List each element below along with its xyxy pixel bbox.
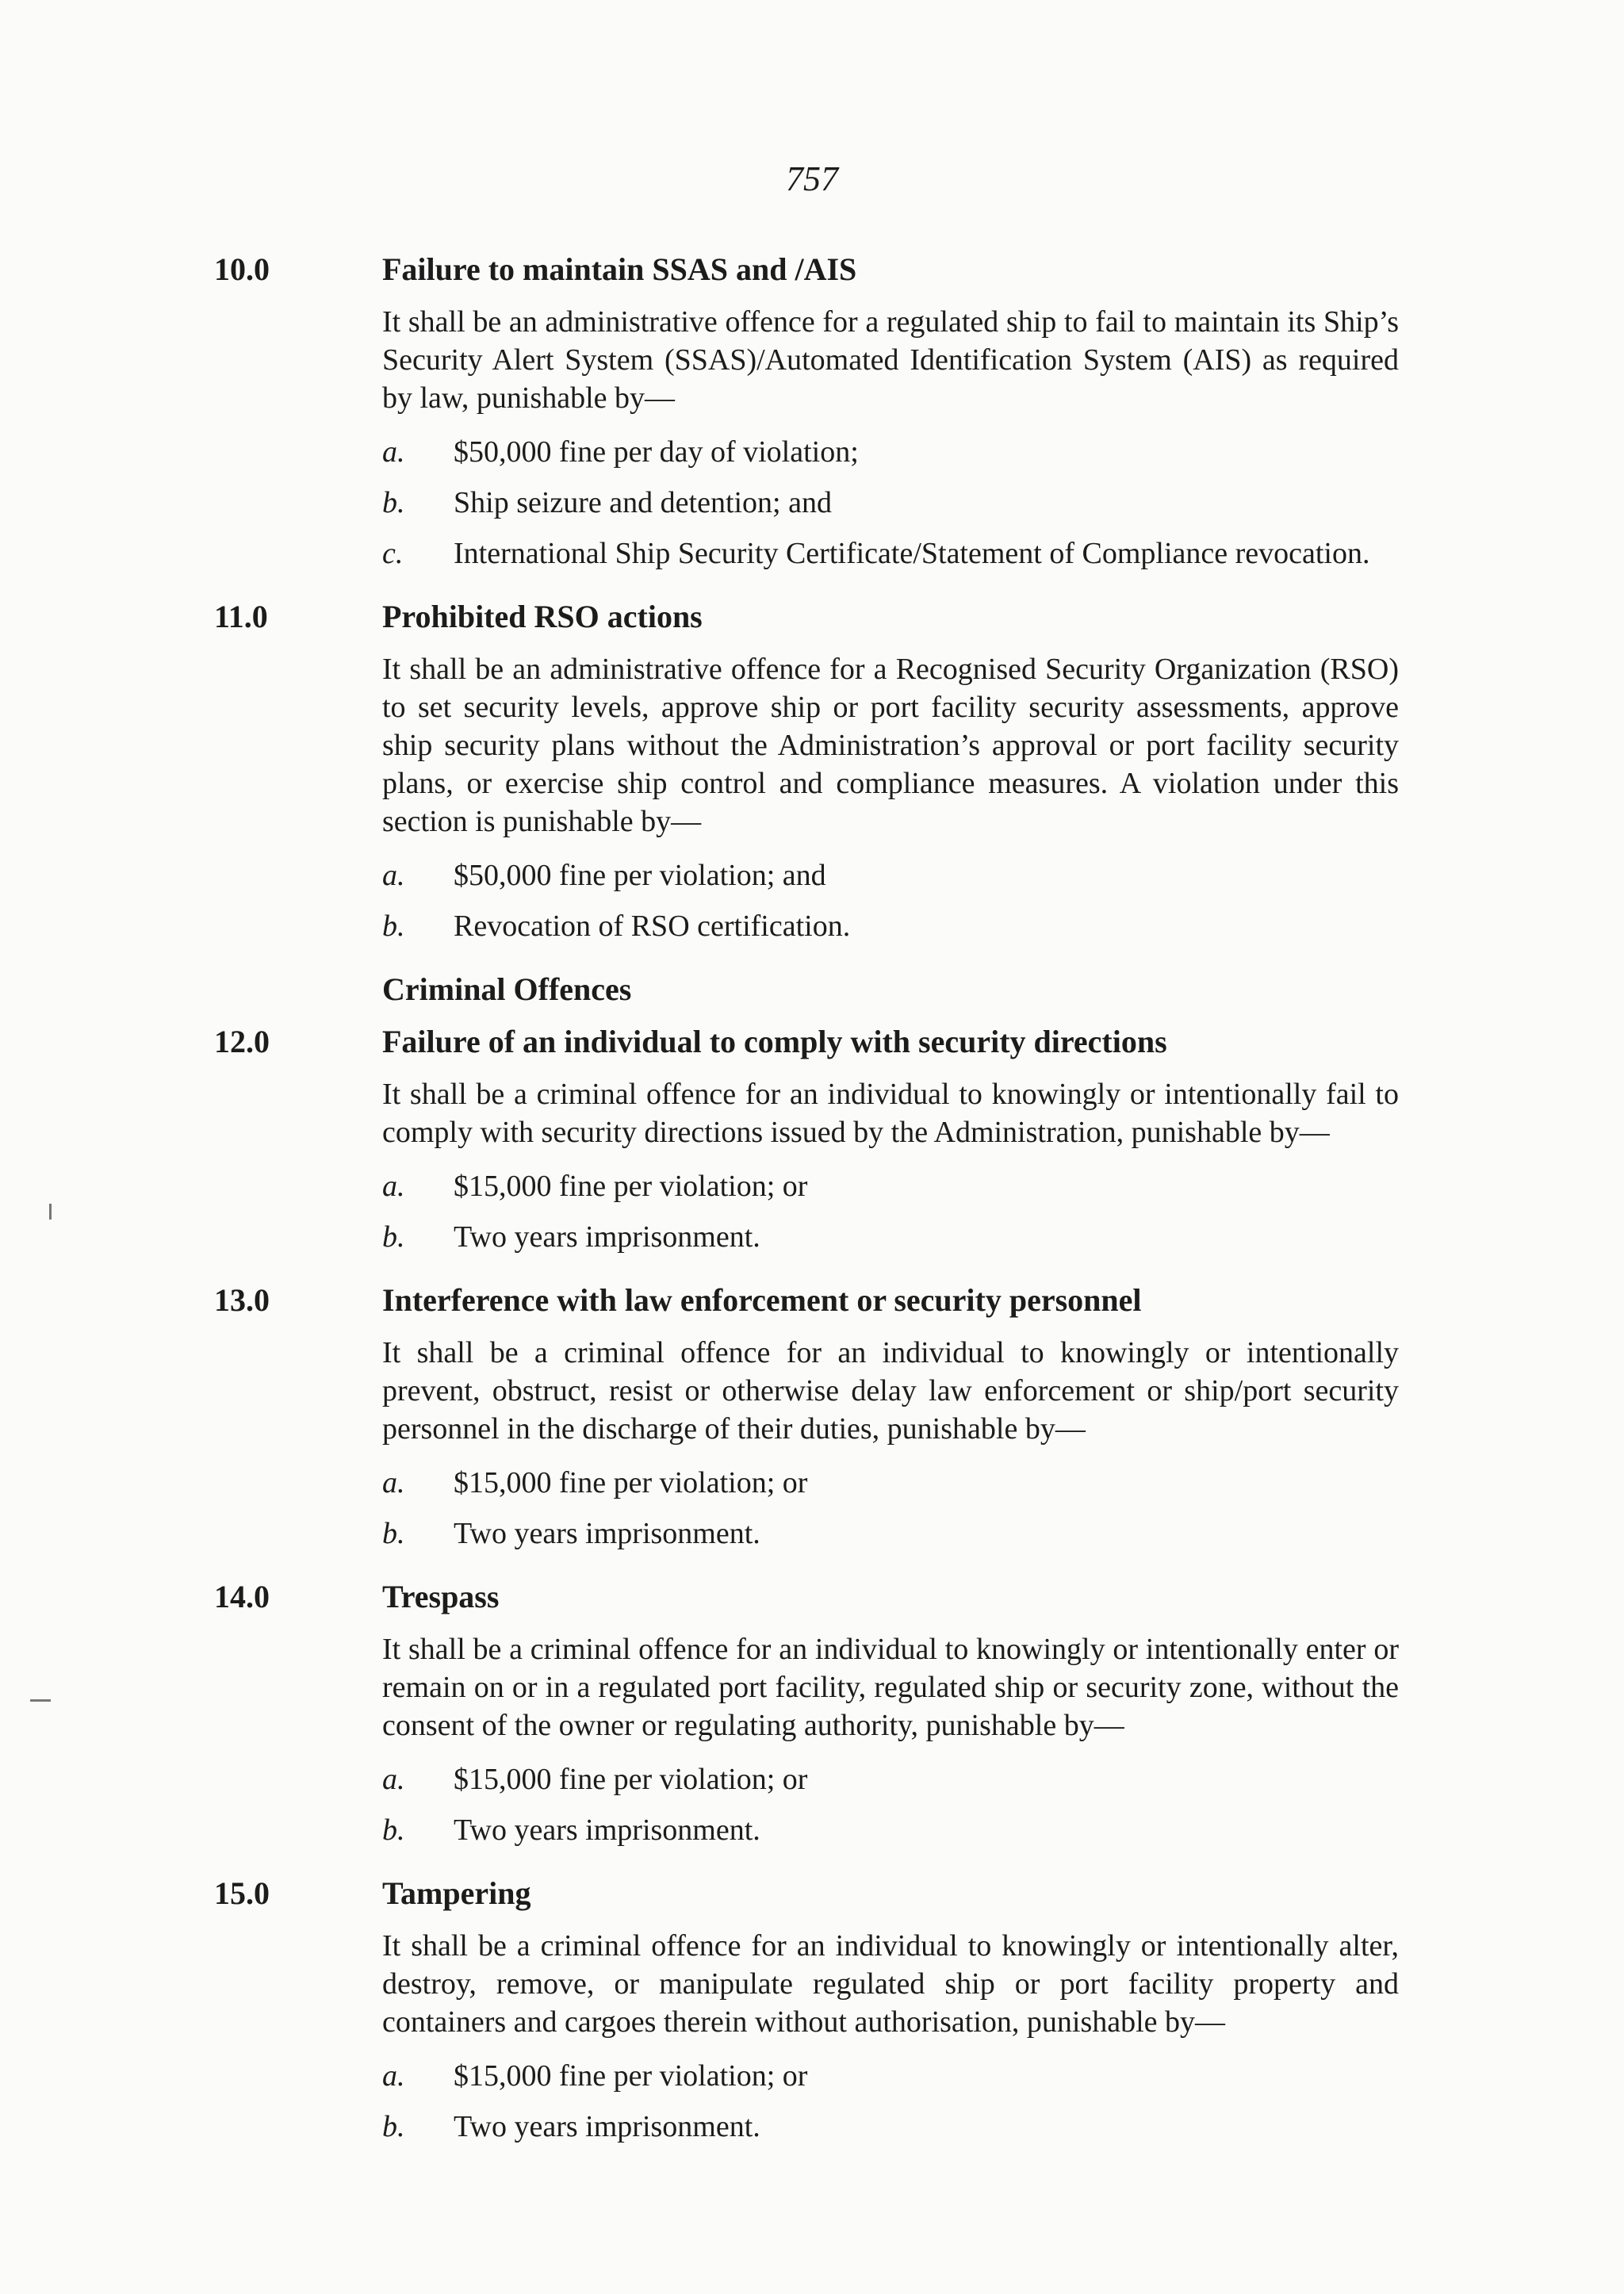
list-text: Ship seizure and detention; and	[454, 486, 832, 519]
list-marker: b.	[382, 2110, 405, 2143]
section-title: Failure of an individual to comply with security directions	[382, 1024, 1167, 1059]
list-item	[382, 856, 1399, 894]
list-marker: a.	[382, 1763, 405, 1796]
list-text: International Ship Security Certificate/Statement of Compliance revocation.	[454, 537, 1370, 570]
list-item	[382, 433, 1399, 471]
section-body: It shall be an administrative offence for a regulated ship to fail to maintain its Ship’s Security Alert System (SSAS)/Automated Identification System (AIS) as required by law, punishable by—	[382, 305, 1399, 415]
section-title: Failure to maintain SSAS and /AIS	[382, 251, 857, 287]
section-number: 15.0	[214, 1875, 270, 1911]
section-number: 12.0	[214, 1024, 270, 1059]
section-body: It shall be a criminal offence for an individual to knowingly or intentionally fail to comply with security directions issued by the Administration, punishable by—	[382, 1078, 1399, 1149]
section-title: Tampering	[382, 1875, 531, 1911]
list-text: $15,000 fine per violation; or	[454, 1763, 808, 1796]
list-marker: a.	[382, 859, 405, 892]
section-title: Trespass	[382, 1579, 500, 1614]
penalty-list	[382, 1167, 1399, 1256]
section-number: 10.0	[214, 251, 270, 287]
page-number: 757	[786, 159, 838, 198]
section-15	[214, 1871, 1399, 2146]
list-item	[382, 1760, 1399, 1798]
list-marker: a.	[382, 1170, 405, 1203]
list-marker: b.	[382, 1813, 405, 1847]
section-number: 11.0	[214, 599, 268, 634]
margin-mark	[30, 1699, 51, 1702]
criminal-offences-heading: Criminal Offences	[382, 971, 632, 1007]
list-item	[382, 484, 1399, 522]
penalty-list	[382, 1760, 1399, 1849]
list-marker: b.	[382, 910, 405, 943]
list-text: Two years imprisonment.	[454, 1813, 760, 1847]
section-number: 14.0	[214, 1579, 270, 1614]
penalty-list	[382, 2057, 1399, 2146]
list-item	[382, 2057, 1399, 2095]
list-text: Two years imprisonment.	[454, 1220, 760, 1254]
list-text: $15,000 fine per violation; or	[454, 1466, 808, 1499]
section-body: It shall be a criminal offence for an individual to knowingly or intentionally alter, destroy, remove, or manipulate regulated ship or port facility property and containers and cargoes therein without authorisation, punishable by—	[382, 1929, 1399, 2039]
section-14	[214, 1575, 1399, 1849]
list-marker: c.	[382, 537, 404, 570]
section-11	[214, 595, 1399, 945]
list-marker: b.	[382, 1220, 405, 1254]
list-marker: a.	[382, 2059, 405, 2093]
section-13	[214, 1278, 1399, 1553]
list-marker: b.	[382, 1517, 405, 1550]
section-body: It shall be a criminal offence for an individual to knowingly or intentionally enter or remain on or in a regulated port facility, regulated ship or security zone, without the consent of the owner or regulating authority, punishable by—	[382, 1633, 1399, 1742]
section-12	[214, 1020, 1399, 1256]
list-item	[382, 534, 1399, 573]
section-title: Interference with law enforcement or security personnel	[382, 1282, 1142, 1318]
list-item	[382, 907, 1399, 945]
penalty-list	[382, 1464, 1399, 1553]
section-number: 13.0	[214, 1282, 270, 1318]
list-text: $50,000 fine per day of violation;	[454, 435, 859, 469]
section-body: It shall be an administrative offence for a Recognised Security Organization (RSO) to set security levels, approve ship or port facility security assessments, approve ship security plans without the Administration’s approval or port facility security plans, or exercise ship control and compliance measures. A violation under this section is punishable by—	[382, 653, 1399, 838]
list-item	[382, 1464, 1399, 1502]
section-10	[214, 247, 1399, 573]
list-item	[382, 1167, 1399, 1205]
list-text: $15,000 fine per violation; or	[454, 1170, 808, 1203]
penalty-list	[382, 433, 1399, 573]
page-content	[214, 247, 1399, 2168]
list-item	[382, 1811, 1399, 1849]
list-marker: b.	[382, 486, 405, 519]
list-marker: a.	[382, 435, 405, 469]
list-item	[382, 2108, 1399, 2146]
list-text: Revocation of RSO certification.	[454, 910, 851, 943]
list-item	[382, 1515, 1399, 1553]
section-body: It shall be a criminal offence for an individual to knowingly or intentionally prevent, obstruct, resist or otherwise delay law enforcement or ship/port security personnel in the discharge of their duties, punishable by—	[382, 1336, 1399, 1446]
list-item	[382, 1218, 1399, 1256]
list-text: $15,000 fine per violation; or	[454, 2059, 808, 2093]
list-text: Two years imprisonment.	[454, 1517, 760, 1550]
section-title: Prohibited RSO actions	[382, 599, 703, 634]
penalty-list	[382, 856, 1399, 945]
list-text: $50,000 fine per violation; and	[454, 859, 826, 892]
list-text: Two years imprisonment.	[454, 2110, 760, 2143]
margin-mark	[49, 1204, 52, 1220]
list-marker: a.	[382, 1466, 405, 1499]
